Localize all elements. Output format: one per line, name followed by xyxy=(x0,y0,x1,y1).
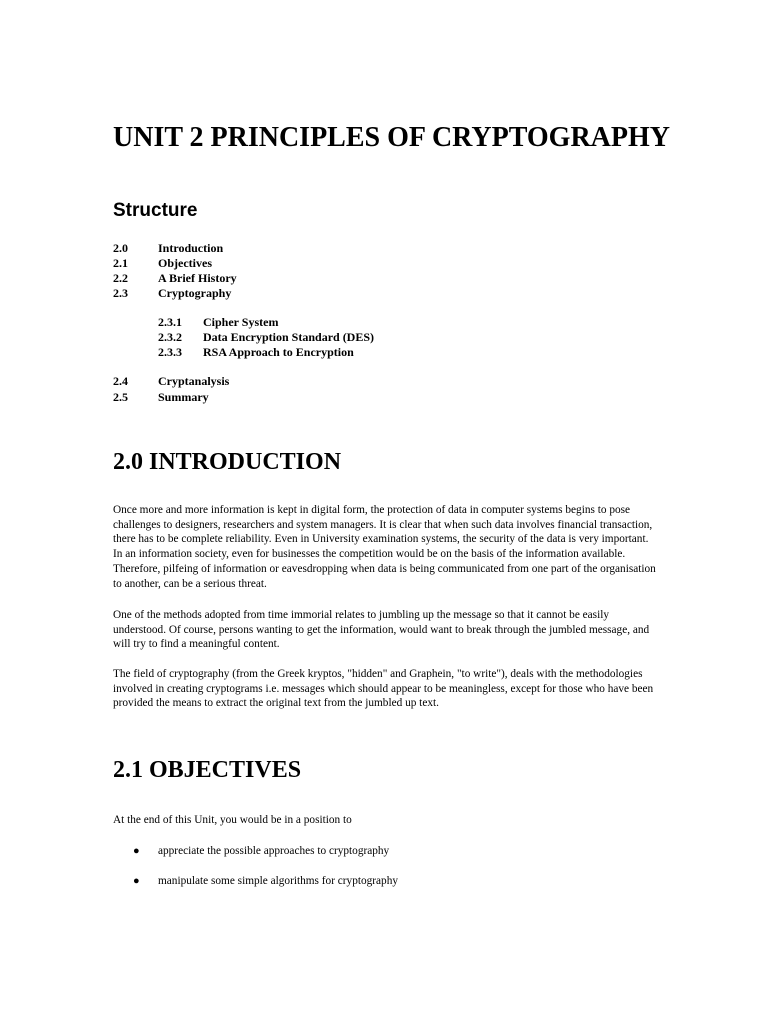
unit-title: UNIT 2 PRINCIPLES OF CRYPTOGRAPHY xyxy=(113,122,670,153)
toc-entry-number: 2.3.3 xyxy=(158,345,182,359)
objective-bullet-text: manipulate some simple algorithms for cryptography xyxy=(158,875,399,887)
introduction-heading: 2.0 INTRODUCTION xyxy=(113,449,342,475)
objectives-heading: 2.1 OBJECTIVES xyxy=(113,757,302,783)
introduction-paragraph: Once more and more information is kept in digital form, the protection of data in computer systems begins to pose challenges to designers, researchers and system managers. It is clear that when such data involves financial transaction, there has to be complete reliability. Even in University examination systems, the security of the data is very important. In an information society, even for businesses the competition would be on the basis of the information available. Therefore, pilfeing of information or eavesdropping when data is being communicated from one part of the organisation to another, can be a serious threat. xyxy=(113,504,656,590)
toc-entry-label: Cryptanalysis xyxy=(158,374,230,388)
objectives-intro: At the end of this Unit, you would be in a position to xyxy=(113,814,352,826)
structure-heading: Structure xyxy=(113,200,198,221)
toc-entry-number: 2.1 xyxy=(113,256,128,270)
bullet-icon: ● xyxy=(133,845,140,857)
toc-entry-number: 2.0 xyxy=(113,241,128,255)
toc-entry-label: Summary xyxy=(158,390,209,404)
toc-entry-label: Cipher System xyxy=(203,315,279,329)
toc-entry-number: 2.4 xyxy=(113,374,128,388)
toc-entry-label: Cryptography xyxy=(158,286,232,300)
introduction-paragraph: One of the methods adopted from time immorial relates to jumbling up the message so that it cannot be easily understood. Of course, persons wanting to get the information, would want to break through the jumbled message, and will try to find a meaningful content. xyxy=(113,609,650,651)
objective-bullet-text: appreciate the possible approaches to cryptography xyxy=(158,845,390,857)
toc-entry-number: 2.3.2 xyxy=(158,330,182,344)
toc-entry-number: 2.3 xyxy=(113,286,128,300)
toc-entry-label: Introduction xyxy=(158,241,224,255)
toc-entry-label: Data Encryption Standard (DES) xyxy=(203,330,375,344)
toc-entry-number: 2.5 xyxy=(113,390,128,404)
introduction-paragraph: The field of cryptography (from the Greek kryptos, "hidden" and Graphein, "to write"), deals with the methodologies involved in creating cryptograms i.e. messages which should appear to be meaningless, except for those who have been provided the means to extract the original text from the jumbled up text. xyxy=(113,668,654,710)
toc-entry-label: Objectives xyxy=(158,256,212,270)
toc-entry-label: A Brief History xyxy=(158,271,237,285)
toc-entry-number: 2.3.1 xyxy=(158,315,182,329)
toc-entry-number: 2.2 xyxy=(113,271,128,285)
bullet-icon: ● xyxy=(133,875,140,887)
toc-entry-label: RSA Approach to Encryption xyxy=(203,345,354,359)
